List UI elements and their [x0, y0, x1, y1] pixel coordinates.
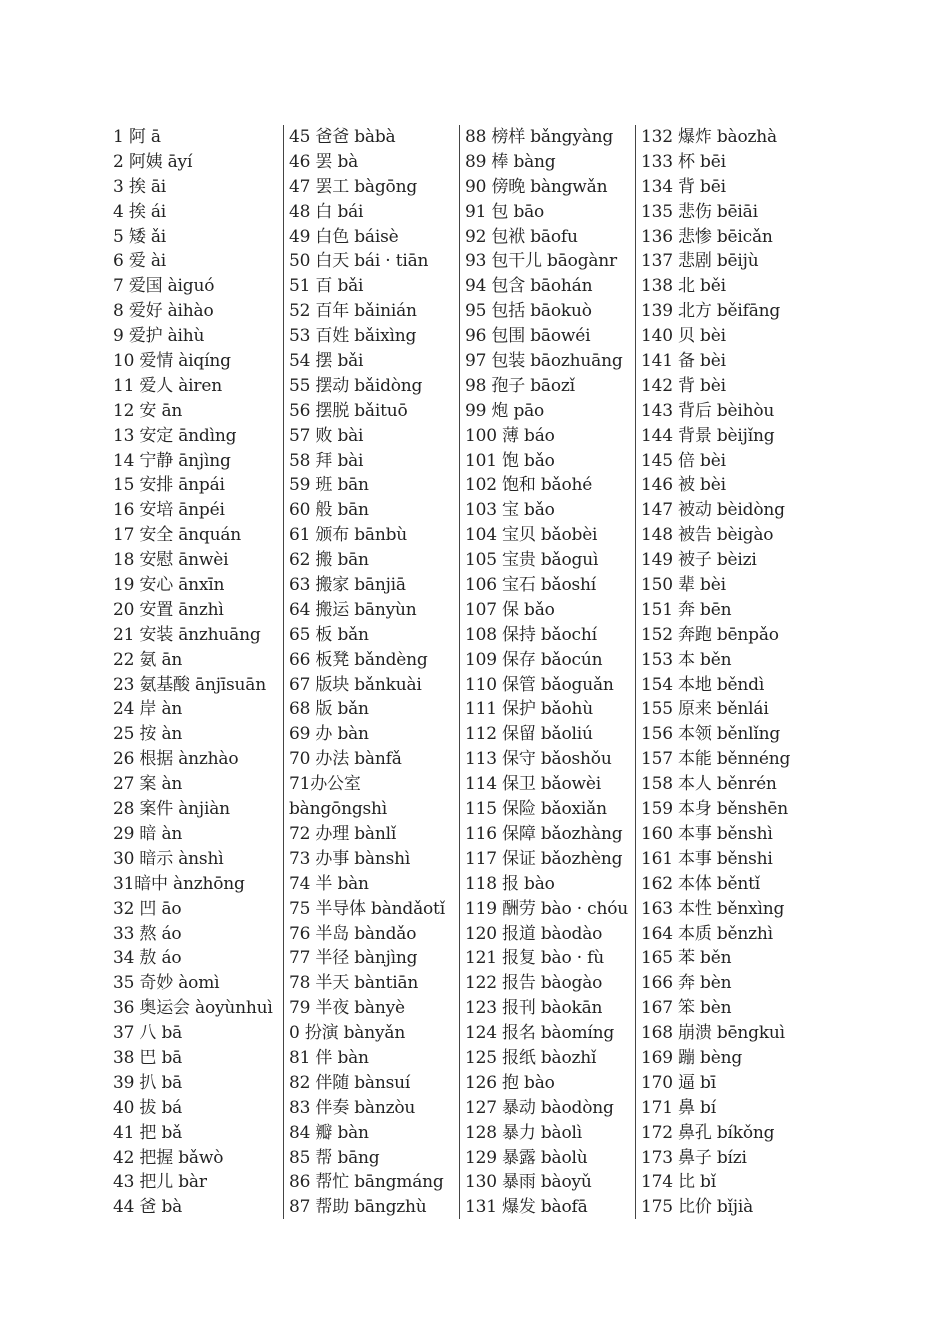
vocabulary-entry: 43 把儿 bàr [113, 1172, 207, 1193]
vocabulary-entry: 170 逼 bī [641, 1072, 716, 1093]
vocabulary-entry: 84 瓣 bàn [289, 1122, 369, 1143]
vocabulary-entry: 125 报纸 bàozhǐ [465, 1047, 597, 1068]
vocabulary-entry: 117 保证 bǎozhèng [465, 848, 623, 869]
vocabulary-entry: 63 搬家 bānjiā [289, 575, 406, 596]
vocabulary-entry: 76 半岛 bàndǎo [289, 923, 417, 944]
vocabulary-entry: 109 保存 bǎocún [465, 649, 603, 670]
vocabulary-entry: 75 半导体 bàndǎotǐ [289, 898, 445, 919]
vocabulary-entry: 139 北方 běifāng [641, 301, 781, 322]
vocabulary-entry: 102 饱和 bǎohé [465, 475, 593, 496]
vocabulary-entry: 89 棒 bàng [465, 151, 556, 172]
vocabulary-entry: 151 奔 bēn [641, 599, 732, 620]
vocabulary-entry: 46 罢 bà [289, 151, 359, 172]
vocabulary-entry: 55 摆动 bǎidòng [289, 375, 423, 396]
vocabulary-entry: 61 颁布 bānbù [289, 525, 408, 546]
vocabulary-entry: 58 拜 bài [289, 450, 364, 471]
vocabulary-entry: 3 挨 āi [113, 176, 166, 197]
vocabulary-entry: 50 白天 bái · tiān [289, 251, 429, 272]
vocabulary-entry: 118 报 bào [465, 873, 555, 894]
vocabulary-entry: 17 安全 ānquán [113, 525, 242, 546]
vocabulary-entry: 25 按 àn [113, 724, 183, 745]
vocabulary-entry: 101 饱 bǎo [465, 450, 555, 471]
vocabulary-entry: 64 搬运 bānyùn [289, 599, 417, 620]
vocabulary-entry: 52 百年 bǎinián [289, 301, 417, 322]
vocabulary-entry: 19 安心 ānxīn [113, 575, 225, 596]
vocabulary-entry: 131 爆发 bàofā [465, 1197, 588, 1218]
vocabulary-entry: 38 巴 bā [113, 1047, 183, 1068]
vocabulary-entry: 124 报名 bàomíng [465, 1023, 615, 1044]
vocabulary-entry: 107 保 bǎo [465, 599, 555, 620]
vocabulary-entry: 68 版 bǎn [289, 699, 369, 720]
vocabulary-entry: 143 背后 bèihòu [641, 400, 775, 421]
vocabulary-entry: 2 阿姨 āyí [113, 151, 193, 172]
vocabulary-entry: 74 半 bàn [289, 873, 369, 894]
vocabulary-entry: 119 酬劳 bào · chóu [465, 898, 628, 919]
vocabulary-entry: 1 阿 ā [113, 127, 161, 147]
vocabulary-entry: 79 半夜 bànyè [289, 998, 405, 1019]
vocabulary-entry: 54 摆 bǎi [289, 351, 364, 372]
vocabulary-entry: 67 版块 bǎnkuài [289, 674, 422, 695]
vocabulary-entry: 92 包袱 bāofu [465, 226, 578, 247]
vocabulary-entry: 5 矮 ǎi [113, 226, 166, 247]
vocabulary-entry: 95 包括 bāokuò [465, 301, 592, 322]
vocabulary-entry: 174 比 bǐ [641, 1172, 716, 1193]
vocabulary-entry: 24 岸 àn [113, 699, 183, 720]
vocabulary-entry: 4 挨 ái [113, 201, 166, 222]
vocabulary-entry: 136 悲惨 bēicǎn [641, 226, 773, 247]
vocabulary-entry: 134 背 bēi [641, 176, 726, 197]
vocabulary-entry: 56 摆脱 bǎituō [289, 400, 408, 421]
vocabulary-entry: 126 抱 bào [465, 1072, 555, 1093]
vocabulary-entry: 36 奥运会 àoyùnhuì [113, 998, 273, 1019]
vocabulary-entry: 133 杯 bēi [641, 151, 726, 172]
vocabulary-entry: 140 贝 bèi [641, 326, 726, 347]
vocabulary-entry: 129 暴露 bàolù [465, 1147, 588, 1168]
vocabulary-entry: 158 本人 běnrén [641, 774, 777, 795]
vocabulary-entry: 48 白 bái [289, 201, 364, 222]
vocabulary-entry: 7 爱国 àiguó [113, 276, 215, 297]
vocabulary-entry: 47 罢工 bàgōng [289, 176, 418, 197]
vocabulary-entry: 18 安慰 ānwèi [113, 550, 229, 571]
vocabulary-entry: 93 包干儿 bāogànr [465, 251, 617, 272]
vocabulary-entry: 85 帮 bāng [289, 1147, 380, 1168]
vocabulary-entry: 97 包装 bāozhuāng [465, 351, 623, 372]
vocabulary-entry: 21 安装 ānzhuāng [113, 624, 261, 645]
vocabulary-entry: 31暗中 ànzhōng [113, 873, 245, 894]
vocabulary-entry: 168 崩溃 bēngkuì [641, 1023, 785, 1044]
vocabulary-entry: 45 爸爸 bàbà [289, 127, 396, 147]
vocabulary-entry: 171 鼻 bí [641, 1097, 716, 1118]
vocabulary-entry: 23 氨基酸 ānjīsuān [113, 674, 266, 695]
vocabulary-entry: 34 敖 áo [113, 948, 182, 969]
vocabulary-entry: 81 伴 bàn [289, 1047, 369, 1068]
vocabulary-entry: 51 百 bǎi [289, 276, 364, 297]
vocabulary-entry: 162 本体 běntǐ [641, 873, 761, 894]
vocabulary-entry: 116 保障 bǎozhàng [465, 823, 623, 844]
vocabulary-entry: 99 炮 pāo [465, 400, 545, 421]
vocabulary-entry: 111 保护 bǎohù [465, 699, 594, 720]
vocabulary-entry: 155 原来 běnlái [641, 699, 769, 720]
vocabulary-entry: 60 般 bān [289, 500, 369, 521]
vocabulary-entry: 78 半天 bàntiān [289, 973, 419, 994]
vocabulary-entry: 157 本能 běnnéng [641, 749, 791, 770]
vocabulary-entry: 10 爱情 àiqíng [113, 351, 231, 372]
vocabulary-entry: 12 安 ān [113, 400, 183, 421]
vocabulary-entry: 98 孢子 bāozǐ [465, 375, 575, 396]
vocabulary-entry: 30 暗示 ànshì [113, 848, 224, 869]
vocabulary-entry: 153 本 běn [641, 649, 732, 670]
vocabulary-entry: 33 熬 áo [113, 923, 182, 944]
vocabulary-entry: 128 暴力 bàolì [465, 1122, 582, 1143]
vocabulary-entry: 49 白色 báisè [289, 226, 399, 247]
vocabulary-entry: 57 败 bài [289, 425, 364, 446]
vocabulary-entry: 115 保险 bǎoxiǎn [465, 799, 607, 820]
vocabulary-entry: 105 宝贵 bǎoguì [465, 550, 599, 571]
vocabulary-entry: 123 报刊 bàokān [465, 998, 603, 1019]
vocabulary-entry: 154 本地 běndì [641, 674, 765, 695]
vocabulary-entry: 15 安排 ānpái [113, 475, 225, 496]
vocabulary-entry: 169 蹦 bèng [641, 1047, 743, 1068]
vocabulary-entry: 100 薄 báo [465, 425, 555, 446]
vocabulary-entry: 11 爱人 àiren [113, 375, 222, 396]
vocabulary-entry: 87 帮助 bāngzhù [289, 1197, 427, 1218]
vocabulary-entry: 135 悲伤 bēiāi [641, 201, 758, 222]
vocabulary-entry: 16 安培 ānpéi [113, 500, 225, 521]
vocabulary-entry: 72 办理 bànlǐ [289, 823, 397, 844]
column-divider [283, 125, 284, 1219]
vocabulary-entry: 91 包 bāo [465, 201, 545, 222]
vocabulary-entry: 130 暴雨 bàoyǔ [465, 1172, 592, 1193]
vocabulary-entry: 22 氨 ān [113, 649, 183, 670]
vocabulary-entry: 42 把握 bǎwò [113, 1147, 224, 1168]
vocabulary-entry: 13 安定 āndìng [113, 425, 237, 446]
vocabulary-entry: 141 备 bèi [641, 351, 726, 372]
vocabulary-entry: 166 奔 bèn [641, 973, 732, 994]
vocabulary-entry: 77 半径 bànjìng [289, 948, 418, 969]
vocabulary-entry: 121 报复 bào · fù [465, 948, 604, 969]
vocabulary-entry: 82 伴随 bànsuí [289, 1072, 411, 1093]
vocabulary-entry: 62 搬 bān [289, 550, 369, 571]
vocabulary-entry: 29 暗 àn [113, 823, 183, 844]
vocabulary-entry: 106 宝石 bǎoshí [465, 575, 597, 596]
vocabulary-entry: 175 比价 bǐjià [641, 1197, 754, 1218]
vocabulary-entry: 113 保守 bǎoshǒu [465, 749, 612, 770]
vocabulary-entry: 66 板凳 bǎndèng [289, 649, 428, 670]
vocabulary-entry: 53 百姓 bǎixìng [289, 326, 417, 347]
vocabulary-entry: 83 伴奏 bànzòu [289, 1097, 416, 1118]
vocabulary-entry: 27 案 àn [113, 774, 183, 795]
vocabulary-entry: 150 辈 bèi [641, 575, 726, 596]
vocabulary-entry: 94 包含 bāohán [465, 276, 593, 297]
column-divider [459, 125, 460, 1219]
vocabulary-entry: 145 倍 bèi [641, 450, 726, 471]
vocabulary-entry: 44 爸 bà [113, 1197, 183, 1218]
vocabulary-entry: 146 被 bèi [641, 475, 726, 496]
vocabulary-entry: 20 安置 ānzhì [113, 599, 224, 620]
vocabulary-entry: 161 本事 běnshi [641, 848, 773, 869]
vocabulary-entry: 26 根据 ànzhào [113, 749, 239, 770]
vocabulary-entry: 14 宁静 ānjìng [113, 450, 231, 471]
vocabulary-entry: 120 报道 bàodào [465, 923, 603, 944]
vocabulary-entry: 90 傍晚 bàngwǎn [465, 176, 608, 197]
vocabulary-entry: 144 背景 bèijǐng [641, 425, 775, 446]
vocabulary-entry: 39 扒 bā [113, 1072, 183, 1093]
vocabulary-column-3 [465, 125, 628, 1220]
vocabulary-entry: 88 榜样 bǎngyàng [465, 127, 614, 147]
vocabulary-entry: 6 爱 ài [113, 251, 166, 272]
vocabulary-entry: 103 宝 bǎo [465, 500, 555, 521]
vocabulary-column-4 [641, 125, 790, 1220]
vocabulary-entry: 114 保卫 bǎowèi [465, 774, 601, 795]
vocabulary-entry: 32 凹 āo [113, 898, 182, 919]
vocabulary-entry: 142 背 bèi [641, 375, 726, 396]
vocabulary-entry: 132 爆炸 bàozhà [641, 127, 777, 147]
vocabulary-entry: 108 保持 bǎochí [465, 624, 597, 645]
vocabulary-entry: 152 奔跑 bēnpǎo [641, 624, 779, 645]
vocabulary-entry: 138 北 běi [641, 276, 726, 297]
vocabulary-entry: 172 鼻孔 bíkǒng [641, 1122, 775, 1143]
column-divider [635, 125, 636, 1219]
vocabulary-entry: 159 本身 běnshēn [641, 799, 789, 820]
vocabulary-entry: 9 爱护 àihù [113, 326, 205, 347]
vocabulary-entry: 8 爱好 àihào [113, 301, 214, 322]
vocabulary-entry: 73 办事 bànshì [289, 848, 411, 869]
vocabulary-entry: 69 办 bàn [289, 724, 369, 745]
vocabulary-entry: 160 本事 běnshì [641, 823, 773, 844]
vocabulary-entry: 137 悲剧 bēijù [641, 251, 759, 272]
vocabulary-entry: 127 暴动 bàodòng [465, 1097, 614, 1118]
vocabulary-entry: 40 拔 bá [113, 1097, 183, 1118]
vocabulary-entry: 173 鼻子 bízi [641, 1147, 747, 1168]
vocabulary-entry: 70 办法 bànfǎ [289, 749, 402, 770]
vocabulary-entry: 112 保留 bǎoliú [465, 724, 593, 745]
vocabulary-entry: 122 报告 bàogào [465, 973, 603, 994]
vocabulary-entry: 147 被动 bèidòng [641, 500, 785, 521]
vocabulary-entry: 149 被子 bèizi [641, 550, 757, 571]
vocabulary-entry: 104 宝贝 bǎobèi [465, 525, 598, 546]
vocabulary-column-1 [113, 125, 273, 1220]
vocabulary-entry: 37 八 bā [113, 1023, 183, 1044]
vocabulary-entry: 163 本性 běnxìng [641, 898, 785, 919]
vocabulary-entry: 165 苯 běn [641, 948, 732, 969]
vocabulary-entry: 110 保管 bǎoguǎn [465, 674, 614, 695]
vocabulary-entry: 164 本质 běnzhì [641, 923, 773, 944]
vocabulary-entry: 156 本领 běnlǐng [641, 724, 781, 745]
vocabulary-entry: 167 笨 bèn [641, 998, 732, 1019]
vocabulary-entry: 41 把 bǎ [113, 1122, 183, 1143]
vocabulary-column-2 [289, 125, 449, 1220]
vocabulary-entry: 0 扮演 bànyǎn [289, 1023, 406, 1044]
vocabulary-entry: 96 包围 bāowéi [465, 326, 591, 347]
vocabulary-entry: 35 奇妙 àomì [113, 973, 220, 994]
vocabulary-entry: 86 帮忙 bāngmáng [289, 1172, 444, 1193]
vocabulary-entry: 28 案件 ànjiàn [113, 799, 230, 820]
vocabulary-entry: 148 被告 bèigào [641, 525, 774, 546]
vocabulary-entry: 71办公室 bàngōngshì [289, 774, 388, 820]
vocabulary-entry: 65 板 bǎn [289, 624, 369, 645]
vocabulary-entry: 59 班 bān [289, 475, 369, 496]
